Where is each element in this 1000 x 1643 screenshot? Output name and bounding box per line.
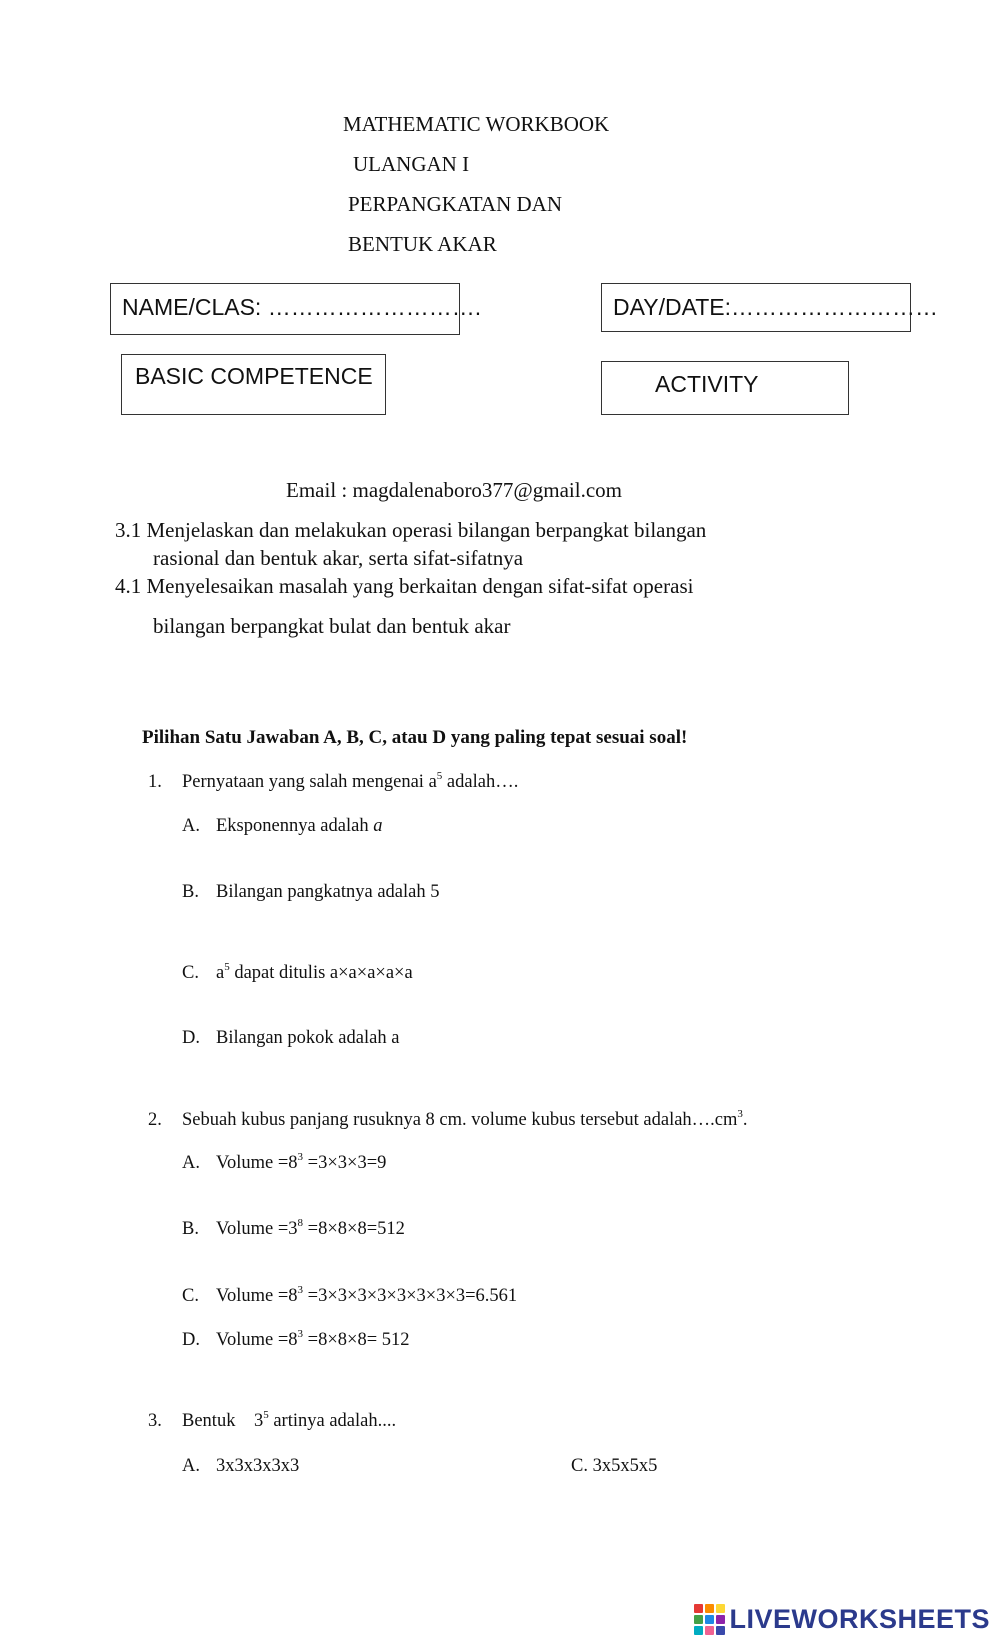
exponent: 3 <box>297 1284 304 1296</box>
question-2-option-b[interactable] <box>182 1219 405 1240</box>
question-text-end: adalah…. <box>442 772 519 792</box>
question-3-option-a[interactable] <box>182 1456 299 1477</box>
competence-4-1-line-1: 4.1 Menyelesaikan masalah yang berkaitan dengan sifat-sifat operasi <box>115 574 694 598</box>
logo-grid-icon <box>694 1604 725 1635</box>
competence-4-1-line-2: bilangan berpangkat bulat dan bentuk akar <box>153 614 511 638</box>
option-text: Eksponennya adalah <box>216 816 374 836</box>
logo-square <box>716 1615 725 1624</box>
question-text: Pernyataan yang salah mengenai a <box>182 772 437 792</box>
basic-competence-box <box>121 354 386 415</box>
option-text-end: =3×3×3=9 <box>303 1153 387 1173</box>
option-letter: A. <box>182 1456 200 1476</box>
logo-square <box>705 1626 714 1635</box>
option-letter: C. <box>182 1286 199 1306</box>
email-text: Email : magdalenaboro377@gmail.com <box>286 478 622 502</box>
basic-competence-label: BASIC COMPETENCE <box>135 363 373 389</box>
competence-3-1-line-1: 3.1 Menjelaskan dan melakukan operasi bilangan berpangkat bilangan <box>115 518 707 542</box>
day-date-label: DAY/DATE:……………………… <box>613 294 938 320</box>
question-1-option-b[interactable] <box>182 882 439 903</box>
option-text-end: dapat ditulis a×a×a×a×a <box>229 963 413 983</box>
question-text-end: . <box>742 1110 748 1130</box>
option-text: Bilangan pokok adalah a <box>216 1028 400 1048</box>
activity-label: ACTIVITY <box>655 371 759 397</box>
question-1 <box>148 772 518 793</box>
liveworksheets-logo <box>694 1604 990 1635</box>
option-letter: C. <box>182 963 199 983</box>
option-text: Volume =8 <box>216 1330 298 1350</box>
question-2 <box>148 1110 748 1131</box>
option-letter: B. <box>182 882 199 902</box>
question-number: 1. <box>148 772 162 792</box>
name-class-label: NAME/CLAS: ………………………. <box>122 294 482 320</box>
option-italic-var: a <box>373 816 383 836</box>
question-1-option-a[interactable] <box>182 816 382 837</box>
question-1-option-c[interactable] <box>182 963 413 984</box>
question-text: Sebuah kubus panjang rusuknya 8 cm. volume kubus tersebut adalah….cm <box>182 1110 738 1130</box>
exponent: 3 <box>297 1151 304 1163</box>
option-text: Bilangan pangkatnya adalah 5 <box>216 882 440 902</box>
exponent: 5 <box>436 770 443 782</box>
question-3-option-c[interactable] <box>571 1456 657 1477</box>
logo-square <box>705 1604 714 1613</box>
question-2-option-a[interactable] <box>182 1153 386 1174</box>
logo-text: LIVEWORKSHEETS <box>729 1604 990 1634</box>
logo-square <box>716 1604 725 1613</box>
option-letter: A. <box>182 1153 200 1173</box>
option-text-end: =8×8×8= 512 <box>303 1330 410 1350</box>
exponent: 5 <box>263 1409 269 1421</box>
activity-box <box>601 361 849 415</box>
option-letter: A. <box>182 816 200 836</box>
question-3 <box>148 1411 396 1432</box>
question-2-option-d[interactable] <box>182 1330 410 1351</box>
title-line-4: BENTUK AKAR <box>348 232 497 256</box>
option-text-end: =3×3×3×3×3×3×3×3=6.561 <box>303 1286 518 1306</box>
question-2-option-c[interactable] <box>182 1286 517 1307</box>
option-text: Volume =8 <box>216 1153 298 1173</box>
logo-square <box>716 1626 725 1635</box>
exponent: 5 <box>224 961 230 973</box>
logo-square <box>694 1615 703 1624</box>
exponent: 8 <box>297 1217 304 1229</box>
exponent: 3 <box>297 1328 304 1340</box>
option-text: a <box>216 963 225 983</box>
instruction: Pilihan Satu Jawaban A, B, C, atau D yang paling tepat sesuai soal! <box>142 727 688 748</box>
title-line-3: PERPANGKATAN DAN <box>348 192 562 216</box>
question-number: 2. <box>148 1110 162 1130</box>
logo-square <box>694 1604 703 1613</box>
exponent: 3 <box>737 1108 743 1120</box>
name-class-box[interactable] <box>110 283 482 335</box>
question-text-end: artinya adalah.... <box>268 1411 397 1431</box>
logo-square <box>705 1615 714 1624</box>
option-text: 3x3x3x3x3 <box>216 1456 300 1476</box>
competence-3-1-line-2: rasional dan bentuk akar, serta sifat-sifatnya <box>153 546 524 570</box>
title-line-2: ULANGAN I <box>353 152 470 176</box>
question-text: Bentuk 3 <box>182 1411 264 1431</box>
option-text-end: =8×8×8=512 <box>303 1219 405 1239</box>
option-letter: D. <box>182 1330 200 1350</box>
option-text: Volume =8 <box>216 1286 298 1306</box>
option-letter: B. <box>182 1219 199 1239</box>
option-letter: C. <box>571 1456 588 1476</box>
option-letter: D. <box>182 1028 200 1048</box>
option-text: 3x5x5x5 <box>592 1456 658 1476</box>
question-1-option-d[interactable] <box>182 1028 399 1049</box>
title-line-1: MATHEMATIC WORKBOOK <box>343 112 610 136</box>
day-date-box[interactable] <box>601 283 938 332</box>
option-text: Volume =3 <box>216 1219 298 1239</box>
question-number: 3. <box>148 1411 162 1431</box>
logo-square <box>694 1626 703 1635</box>
